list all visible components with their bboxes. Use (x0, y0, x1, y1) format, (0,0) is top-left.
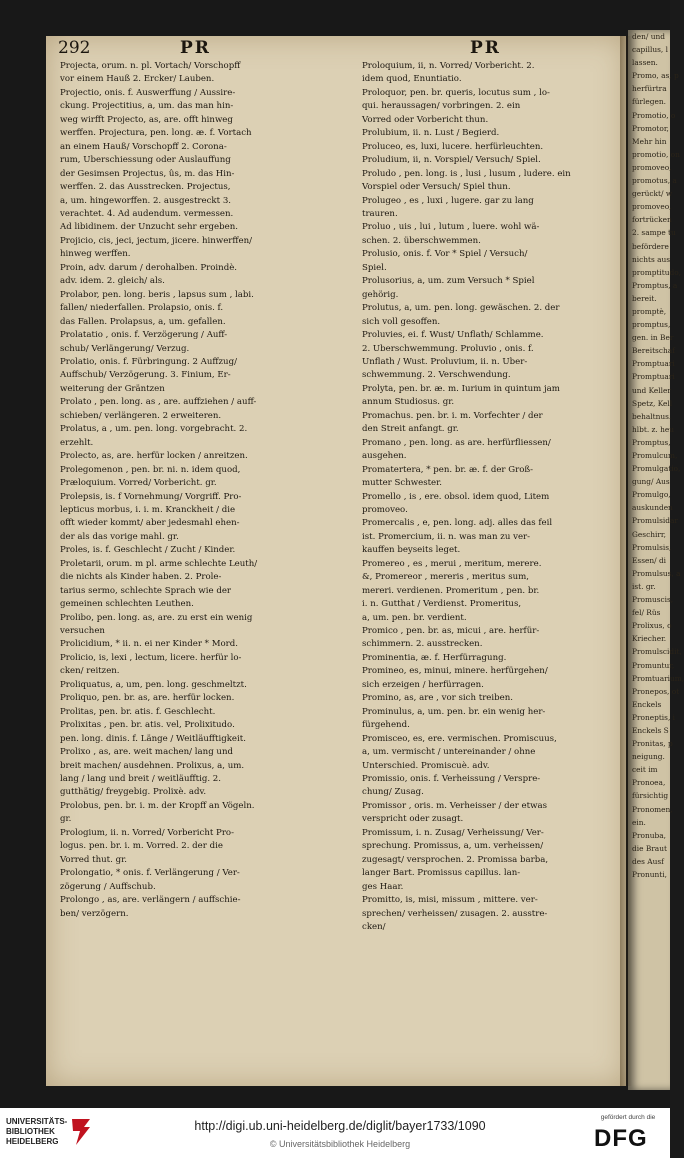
dictionary-line: qui. heraussagen/ vorbringen. 2. ein (362, 101, 521, 112)
dictionary-line: Prolegomenon , pen. br. ni. n. idem quod, (60, 464, 241, 475)
dictionary-line: annum Studiosus. gr. (362, 397, 455, 408)
dictionary-line: 2. Uberschwemmung. Proluvio , onis. f. (362, 343, 534, 354)
dictionary-line: Proliquatus, a, um, pen. long. geschmeltzt. (60, 679, 247, 690)
edge-text-line: Promulgo, (632, 490, 671, 500)
dictionary-line: Proloquor, pen. br. queris, locutus sum , lo- (362, 87, 550, 98)
edge-text-line: promoveo, (632, 162, 672, 172)
dictionary-line: Promissor , oris. m. Verheisser / der etwas (362, 800, 547, 811)
dictionary-line: &, Promereor , mereris , meritus sum, (362, 572, 530, 583)
dictionary-line: logus. pen. br. i. m. Vorred. 2. der die (60, 841, 223, 852)
edge-text-line: fel/ Rüs (632, 608, 661, 618)
edge-text-line: promptus, (632, 320, 671, 330)
dictionary-line: weiterung der Gräntzen (60, 383, 165, 394)
dictionary-line: Vorred oder Vorbericht thun. (362, 114, 489, 125)
dictionary-line: Vorred thut. gr. (60, 854, 127, 865)
dictionary-line: Prolusio, onis. f. Vor * Spiel / Versuch/ (362, 249, 528, 260)
dictionary-line: schen. 2. überschwemmen. (362, 235, 481, 246)
dictionary-line: mereri. verdienen. Promeritum , pen. br. (362, 585, 540, 596)
page-number: 292 (58, 38, 91, 58)
edge-text-line: und Keller (632, 385, 671, 395)
dictionary-line: Unflath / Wust. Proluvium, ii. n. Uber- (362, 356, 528, 367)
dictionary-line: Proluo , uis , lui , lutum , luere. wohl wä- (362, 222, 540, 233)
dictionary-line: Auffschub/ Verzögerung. 3. Finium, Er- (60, 370, 231, 381)
library-name-line2: BIBLIOTHEK (6, 1127, 55, 1136)
edge-text-line: Promptus, (632, 437, 671, 447)
library-emblem-icon (70, 1117, 92, 1147)
dictionary-line: ben/ verzögern. (60, 908, 129, 919)
edge-text-line: promotus, a (632, 176, 677, 186)
dictionary-line: werffen. Projectura, pen. long. æ. f. Vortach (60, 128, 252, 139)
edge-text-line: befördere (632, 241, 669, 251)
edge-text-line: gerückt/ w (632, 189, 673, 199)
edge-text-line: ist. gr. (632, 581, 656, 591)
edge-text-line: Promulscidit, (632, 647, 682, 657)
edge-text-line: behaltnus. (632, 411, 672, 421)
dictionary-line: lang / lang und breit / weitläufftig. 2. (60, 774, 221, 785)
edge-text-line: fürlegen. (632, 97, 666, 107)
edge-text-line: gen. in Ber (632, 333, 674, 343)
edge-text-line: Promuscis, (632, 595, 674, 605)
dictionary-line: schub/ Verlängerung/ Verzug. (60, 343, 190, 354)
dictionary-line: ges Haar. (362, 881, 404, 892)
dictionary-line: Prominentia, æ. f. Herfürragung. (362, 652, 507, 663)
edge-text-line: Promulsis, (632, 542, 672, 552)
dictionary-line: sich erzeigen / herfürragen. (362, 679, 484, 690)
funding-caption: gefördert durch die (600, 1114, 656, 1121)
dictionary-line: ist. Promercium, ii. n. was man zu ver- (362, 531, 531, 542)
edge-text-line: lassen. (632, 58, 658, 68)
edge-text-line: Pronuba, (632, 830, 666, 840)
dictionary-line: schwemmung. 2. Verschwendung. (362, 370, 511, 381)
dictionary-line: Prolubium, ii. n. Lust / Begierd. (362, 128, 500, 139)
dictionary-line: den Streit anfangt. gr. (362, 424, 459, 435)
next-page-edge (628, 30, 684, 1090)
dictionary-line: rum, Uberschiessung oder Auslauffung (60, 155, 231, 166)
dictionary-line: verachtet. 4. Ad audendum. vermessen. (60, 208, 234, 219)
dictionary-line: Prolabor, pen. long. beris , lapsus sum , labi. (60, 289, 254, 300)
dictionary-line: idem quod, Enuntiatio. (362, 74, 462, 85)
dictionary-line: pen. long. dinis. f. Länge / Weitläufftigkeit. (60, 733, 246, 744)
dictionary-line: Proloquium, ii, n. Vorred/ Vorbericht. 2. (362, 61, 535, 71)
edge-text-line: ceit im (632, 765, 658, 775)
dictionary-line: Vorspiel oder Versuch/ Spiel thun. (362, 182, 511, 193)
dictionary-line: der als das vorige mahl. gr. (60, 531, 179, 542)
edge-text-line: Pronepos, ot (632, 686, 680, 696)
edge-text-line: Geschirr, (632, 529, 666, 539)
dictionary-line: Projicio, cis, jeci, jectum, jicere. hinwerffen/ (60, 235, 253, 246)
dictionary-line: Prolixo , as, are. weit machen/ lang und (60, 747, 234, 758)
edge-text-line: fürsichtig (632, 791, 669, 801)
dictionary-line: schimmern. 2. ausstrecken. (362, 639, 483, 650)
edge-text-line: Promptuari (632, 359, 675, 369)
dictionary-line: cken/ reitzen. (60, 666, 120, 677)
edge-text-line: Promulcum, (632, 451, 678, 460)
edge-text-line: Promuntur, (632, 660, 675, 670)
dictionary-line: sprechen/ verheissen/ zusagen. 2. ausstre- (362, 908, 548, 919)
dictionary-line: Promisceo, es, ere. vermischen. Promiscuus, (362, 733, 557, 744)
dictionary-line: Projecta, orum. n. pl. Vortach/ Vorschopff (60, 61, 241, 71)
dictionary-line: Promano , pen. long. as are. herfürfliessen/ (362, 437, 551, 448)
dictionary-line: offt wieder kommt/ aber jedesmahl ehen- (60, 518, 240, 529)
dictionary-line: i. n. Gutthat / Verdienst. Promeritus, (362, 599, 522, 610)
dictionary-line: Prolato , pen. long. as , are. auffziehen / auff- (60, 397, 257, 408)
dictionary-line: sich voll gesoffen. (362, 316, 441, 327)
dictionary-line: trauren. (362, 208, 398, 219)
dictionary-line: gr. (60, 814, 72, 825)
dictionary-line: Prolatus, a , um. pen. long. vorgebracht. 2. (60, 424, 248, 435)
edge-text-line: bereit. (632, 293, 657, 303)
dictionary-line: lepticus morbus, i. i. m. Kranckheit / die (60, 504, 236, 515)
dictionary-line: Prolicio, is, lexi , lectum, licere. herfür lo- (60, 652, 242, 663)
dictionary-line: sprechung. Promissus, a, um. verheissen/ (362, 841, 544, 852)
dictionary-line: Promello , is , ere. obsol. idem quod, Litem (362, 491, 550, 502)
dictionary-line: werffen. 2. das Ausstrecken. Projectus, (60, 182, 231, 193)
dictionary-line: adv. idem. 2. gleich/ als. (60, 276, 165, 287)
dictionary-line: gehörig. (362, 289, 399, 300)
dictionary-line: chung/ Zusag. (362, 787, 424, 798)
edge-text-line: Bereitschaf (632, 346, 675, 356)
edge-text-line: Promulgatio, (632, 464, 681, 474)
dictionary-line: Prolusorius, a, um. zum Versuch * Spiel (362, 276, 535, 287)
dictionary-line: versuchen (60, 626, 105, 637)
dictionary-line: Promereo , es , merui , meritum, merere. (362, 558, 542, 569)
edge-text-line: Pronomen, (632, 804, 673, 814)
dictionary-line: Prolecto, as, are. herfür locken / anreitzen. (60, 451, 248, 462)
dictionary-line: Prolobus, pen. br. i. m. der Kropff an Vögeln. (60, 800, 255, 811)
dictionary-line: weg wirfft Projecto, as, are. offt hinweg (60, 114, 233, 125)
dictionary-line: Proluceo, es, luxi, lucere. herfürleuchten. (362, 141, 544, 152)
dictionary-line: Prolixitas , pen. br. atis. vel, Prolixitudo. (60, 720, 235, 731)
edge-text-line: Enckels S (632, 725, 669, 735)
edge-text-line: den/ und (632, 32, 665, 41)
edge-text-line: hlbt. z. heu (632, 424, 675, 434)
edge-text-line: Pronitas, p (632, 739, 673, 749)
library-logo[interactable] (6, 1117, 67, 1147)
edge-text-line: Pronoea, (632, 778, 666, 788)
dictionary-line: Prolutus, a, um. pen. long. gewäschen. 2. der (362, 303, 560, 314)
library-name-line1: UNIVERSITÄTS- (6, 1117, 68, 1126)
edge-text-line: Promotio, o (632, 110, 676, 120)
dictionary-line: Ad libidinem. der Unzucht sehr ergeben. (60, 222, 238, 233)
edge-text-line: Spetz, Kell (632, 398, 673, 408)
edge-text-line: Promo, as, p (632, 71, 679, 81)
edge-text-line: Enckels (632, 699, 662, 709)
dictionary-line: Promissum, i. n. Zusag/ Verheissung/ Ver- (362, 827, 544, 838)
dictionary-line: Proludo , pen. long. is , lusi , lusum , ludere. ein (362, 168, 571, 179)
edge-text-line: Pronunti, (632, 870, 667, 879)
dictionary-line: Promitto, is, misi, missum , mittere. ver- (362, 895, 538, 906)
dictionary-line: Promercalis , e, pen. long. adj. alles das feil (362, 518, 553, 529)
dictionary-line: zögerung / Auffschub. (60, 881, 156, 892)
dictionary-line: Prolongatio, * onis. f. Verlängerung / Ver- (60, 868, 240, 879)
edge-text-line: Promulsus, a (632, 568, 681, 578)
dictionary-line: promoveo. (362, 504, 408, 515)
edge-text-line: Mehr hin (632, 136, 667, 146)
dictionary-line: Prolitas, pen. br. atis. f. Geschlecht. (60, 706, 216, 717)
dictionary-line: Prolongo , as, are. verlängern / auffschie- (60, 895, 241, 906)
dictionary-line: langer Bart. Promissus capillus. lan- (362, 868, 521, 879)
dictionary-line: Promineo, es, minui, minere. herfürgehen/ (362, 666, 548, 677)
header-right: PR (470, 38, 501, 58)
dictionary-line: cken/ (362, 922, 386, 932)
edge-text-line: Kriecher. (632, 634, 667, 644)
dictionary-line: Prolatio, onis. f. Fürbringung. 2 Auffzug/ (60, 356, 237, 367)
dictionary-line: an einem Hauß/ Vorschopff 2. Corona- (60, 141, 227, 152)
dictionary-line: hinweg werffen. (60, 249, 131, 260)
dictionary-line: Spiel. (362, 262, 387, 273)
edge-text-line: Proneptis, i (632, 712, 676, 722)
edge-text-line: gung/ Aus (632, 477, 670, 487)
edge-text-line: Promotor, (632, 123, 669, 133)
dictionary-line: schieben/ verlängeren. 2 erweiteren. (60, 410, 222, 421)
edge-text-line: fortrücken (632, 215, 672, 225)
footer-bar (0, 1108, 670, 1158)
dictionary-line: Prolatatio , onis. f. Verzögerung / Auff- (60, 330, 228, 341)
dictionary-line: Promissio, onis. f. Verheissung / Verspre- (362, 774, 541, 785)
dictionary-line: der Gesimsen Projectus, ûs, m. das Hin- (60, 168, 235, 179)
header-left: PR (180, 38, 211, 58)
edge-text-line: capillus, l (632, 45, 668, 55)
dictionary-line: Proliquo, pen. br. as, are. herfür locken. (60, 693, 235, 704)
dictionary-line: Proletarii, orum. m pl. arme schlechte Leuth/ (60, 558, 258, 569)
left-column (60, 60, 318, 921)
dictionary-line: Proin, adv. darum / derohalben. Proindè. (60, 262, 238, 273)
dictionary-line: kauffen beyseits leget. (362, 545, 461, 556)
dictionary-line: Promino, as, are , vor sich treiben. (362, 693, 513, 704)
edge-text-line: promotio, on (632, 149, 680, 159)
dictionary-line: Promatertera, * pen. br. æ. f. der Groß- (362, 464, 534, 475)
dictionary-line: Prolibo, pen. long. as, are. zu erst ein wenig (60, 612, 253, 623)
dictionary-line: Prolicidium, * ii. n. ei ner Kinder * Mord. (60, 639, 239, 650)
dictionary-line: Præloquium. Vorred/ Vorbericht. gr. (60, 478, 217, 489)
edge-text-line: Prolixus, o (632, 621, 672, 631)
edge-text-line: Promptuari (632, 372, 675, 382)
dictionary-line: mutter Schwester. (362, 478, 443, 489)
edge-text-line: Essen/ di (632, 555, 667, 565)
dictionary-line: erzehlt. (60, 437, 94, 448)
edge-text-line: auskunden (632, 503, 673, 513)
edge-text-line: die Braut (632, 843, 667, 853)
edge-text-line: des Ausf (632, 856, 664, 866)
dictionary-line: Unterschied. Promiscuè. adv. (362, 760, 490, 771)
dictionary-line: tarius sermo, schlechte Sprach wie der (60, 585, 232, 596)
edge-text-line: Promtuarium, (632, 673, 684, 683)
dictionary-line: breit machen/ ausdehnen. Prolixus, a, um. (60, 760, 245, 771)
dictionary-line: zugesagt/ versprochen. 2. Promissa barba, (362, 854, 549, 865)
edge-text-line: 2. sampe tu (632, 228, 676, 238)
dictionary-line: Prominulus, a, um. pen. br. ein wenig her- (362, 706, 546, 717)
edge-text-line: herfürtra (632, 84, 667, 94)
dictionary-line: a, um. vermischt / untereinander / ohne (362, 747, 536, 758)
edge-text-line: nichts aus (632, 254, 671, 264)
dfg-logo[interactable]: DFG (594, 1125, 648, 1152)
dictionary-line: fürgehend. (362, 720, 410, 731)
edge-text-line: neigung. (632, 752, 665, 762)
dictionary-line: a, um. pen. br. verdient. (362, 612, 467, 623)
dictionary-line: Prolyta, pen. br. æ. m. Iurium in quintum jam (362, 383, 560, 394)
dictionary-line: die nichts als Kinder haben. 2. Prole- (60, 572, 222, 583)
dictionary-line: das Fallen. Prolapsus, a, um. gefallen. (60, 316, 226, 327)
dictionary-line: Promico , pen. br. as, micui , are. herfür- (362, 626, 540, 637)
dictionary-line: Promachus. pen. br. i. m. Vorfechter / der (362, 410, 543, 421)
edge-text-line: Promptus, a (632, 280, 678, 290)
dictionary-line: a, um. hingeworffen. 2. ausgestreckt 3. (60, 195, 232, 206)
permalink-url[interactable]: http://digi.ub.uni-heidelberg.de/diglit/bayer1733/1090 (194, 1119, 486, 1133)
edge-text-line: promoveo, (632, 202, 672, 212)
dictionary-line: vor einem Hauß 2. Ercker/ Lauben. (60, 74, 215, 85)
dictionary-line: Proles, is. f. Geschlecht / Zucht / Kinder. (60, 545, 236, 556)
dictionary-line: Prolugeo , es , luxi , lugere. gar zu lang (362, 195, 534, 206)
edge-text-line: promptitudo, (632, 267, 682, 277)
edge-text-line: promptè, (632, 306, 667, 316)
edge-text-line: ein. (632, 817, 646, 827)
dictionary-line: fallen/ niederfallen. Prolapsio, onis. f. (60, 303, 224, 314)
dictionary-line: ausgehen. (362, 451, 407, 462)
dictionary-line: Proluvies, ei. f. Wust/ Unflath/ Schlamme. (362, 330, 544, 341)
right-column (362, 60, 620, 934)
dictionary-line: verspricht oder zusagt. (362, 814, 464, 825)
dictionary-line: gemeinen schlechten Leuthen. (60, 599, 194, 610)
dictionary-line: Proludium, ii, n. Vorspiel/ Versuch/ Spiel. (362, 155, 541, 166)
dictionary-line: Projectio, onis. f. Auswerffung / Aussire- (60, 87, 236, 98)
dictionary-line: Prologium, ii. n. Vorred/ Vorbericht Pro- (60, 827, 235, 838)
dictionary-line: ckung. Projectitius, a, um. das man hin- (60, 101, 234, 112)
library-name-line3: HEIDELBERG (6, 1137, 59, 1146)
edge-text-line: Promulsidar (632, 516, 678, 526)
copyright-notice: © Universitätsbibliothek Heidelberg (269, 1139, 411, 1149)
dictionary-line: gutthätig/ freygebig. Prolixè. adv. (60, 787, 207, 798)
dictionary-line: Prolepsis, is. f Vornehmung/ Vorgriff. Pro- (60, 491, 242, 502)
